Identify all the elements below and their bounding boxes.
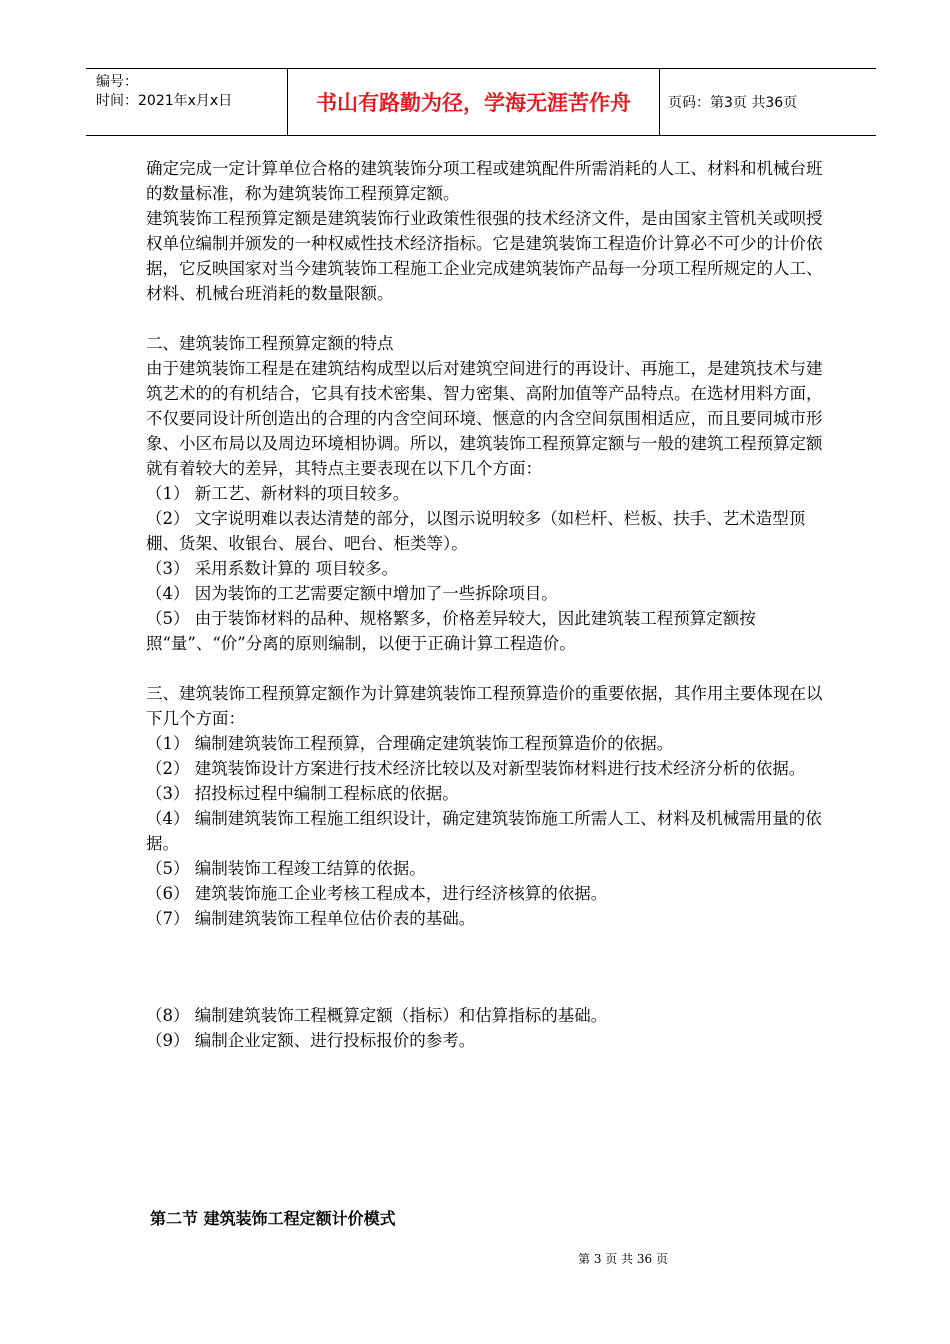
role-item-5: （5） 编制装饰工程竣工结算的依据。 <box>146 859 426 878</box>
role-item-3: （3） 招投标过程中编制工程标底的依据。 <box>146 784 459 803</box>
role-item-8: （8） 编制建筑装饰工程概算定额（指标）和估算指标的基础。 <box>146 1006 608 1025</box>
section-heading-features: 二、建筑装饰工程预算定额的特点 <box>146 334 394 353</box>
page-header <box>86 68 876 136</box>
document-number-label: 编号： <box>96 74 138 90</box>
paragraph-features-intro: 由于建筑装饰工程是在建筑结构成型以后对建筑空间进行的再设计、再施工，是建筑技术与建筑艺术的的有机结合，它具有技术密集、智力密集、高附加值等产品特点。在选材用料方面，不仅要同设计所创造出的合理的内含空间环境、惬意的内含空间氛围相适应，而且要同城市形象、小区布局以及周边环境相协调。所以，建筑装饰工程预算定额与一般的建筑工程预算定额就有着较大的差异，其特点主要表现在以下几个方面： <box>146 359 823 478</box>
role-item-7: （7） 编制建筑装饰工程单位估价表的基础。 <box>146 909 476 928</box>
feature-item-2: （2） 文字说明难以表达清楚的部分，以图示说明较多（如栏杆、栏板、扶手、艺术造型顶棚、货架、收银台、展台、吧台、柜类等）。 <box>146 509 806 553</box>
paragraph-description: 建筑装饰工程预算定额是建筑装饰行业政策性很强的技术经济文件，是由国家主管机关或呗授权单位编制并颁发的一种权威性技术经济指标。它是建筑装饰工程造价计算必不可少的计价依据，它反映国家对当今建筑装饰工程施工企业完成建筑装饰产品每一分项工程所规定的人工、材料、机械台班消耗的数量限额。 <box>146 209 823 303</box>
section-heading-second: 第二节 建筑装饰工程定额计价模式 <box>150 1209 396 1228</box>
role-item-4: （4） 编制建筑装饰工程施工组织设计，确定建筑装饰施工所需人工、材料及机械需用量的依据。 <box>146 809 822 853</box>
role-item-1: （1） 编制建筑装饰工程预算，合理确定建筑装饰工程预算造价的依据。 <box>146 734 674 753</box>
role-item-9: （9） 编制企业定额、进行投标报价的参考。 <box>146 1031 476 1050</box>
header-meta <box>86 69 288 135</box>
document-time-label: 时间：2021年x月x日 <box>96 93 233 109</box>
role-item-2: （2） 建筑装饰设计方案进行技术经济比较以及对新型装饰材料进行技术经济分析的依据。 <box>146 759 806 778</box>
role-item-6: （6） 建筑装饰施工企业考核工程成本，进行经济核算的依据。 <box>146 884 608 903</box>
document-body <box>146 156 836 1053</box>
paragraph-definition: 确定完成一定计算单位合格的建筑装饰分项工程或建筑配件所需消耗的人工、材料和机械台班的数量标准，称为建筑装饰工程预算定额。 <box>146 159 823 203</box>
page-footer: 第 3 页 共 36 页 <box>578 1252 668 1266</box>
feature-item-4: （4） 因为装饰的工艺需要定额中增加了一些拆除项目。 <box>146 584 558 603</box>
feature-item-5: （5） 由于装饰材料的品种、规格繁多，价格差异较大，因此建筑装工程预算定额按照“量”、“价”分离的原则编制，以便于正确计算工程造价。 <box>146 609 756 653</box>
section-heading-roles: 三、建筑装饰工程预算定额作为计算建筑装饰工程预算造价的重要依据，其作用主要体现在以下几个方面： <box>146 684 823 728</box>
feature-item-1: （1） 新工艺、新材料的项目较多。 <box>146 484 410 503</box>
header-page-number: 页码：第3页 共36页 <box>668 95 798 111</box>
header-motto: 书山有路勤为径，学海无涯苦作舟 <box>288 69 660 135</box>
feature-item-3: （3） 采用系数计算的 项目较多。 <box>146 559 398 578</box>
